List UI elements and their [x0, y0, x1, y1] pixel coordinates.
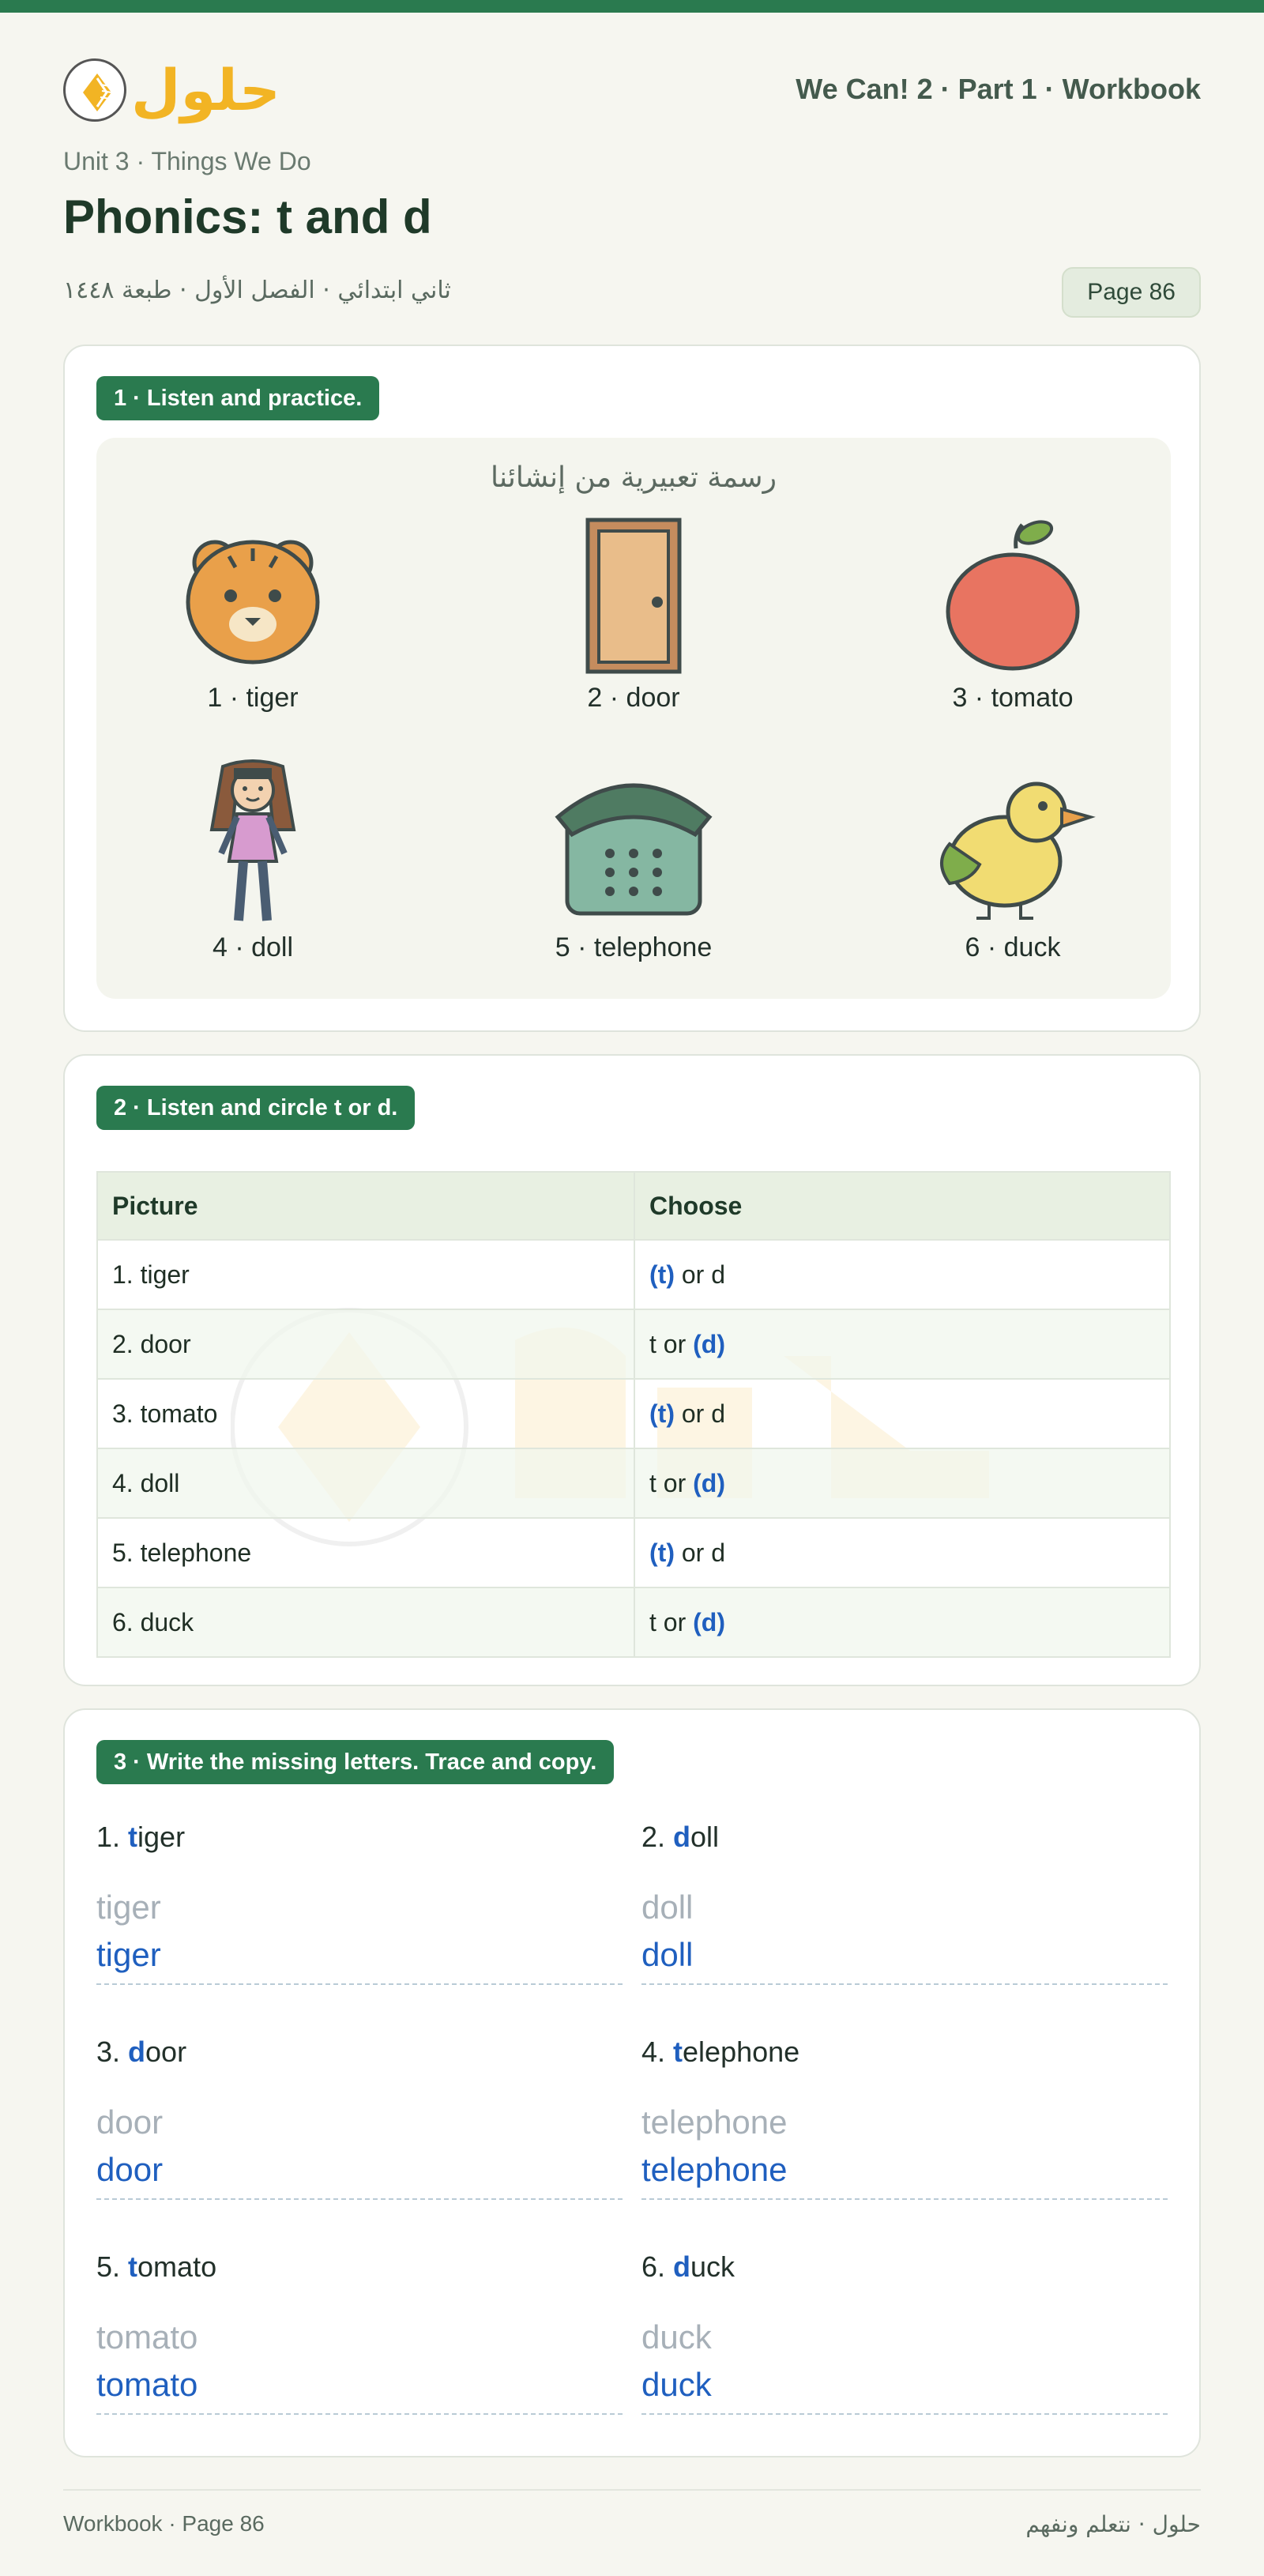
word-prompt [96, 2250, 623, 2290]
picture-label: 3 · tomato [952, 683, 1074, 713]
choice-after: or d [674, 1399, 725, 1428]
choice-after: or d [674, 1538, 725, 1567]
picture-label: 5 · telephone [555, 932, 713, 962]
table-row [97, 1379, 1170, 1448]
missing-letter: d [673, 2250, 691, 2283]
word-rest: uck [690, 2250, 735, 2283]
picture-card-tiger [134, 517, 371, 714]
letter-choice [634, 1587, 1170, 1657]
picture-card-tomato [894, 517, 1131, 714]
missing-letter: t [128, 1821, 138, 1853]
choice-before: t or [649, 1329, 694, 1358]
table-row [97, 1240, 1170, 1309]
copy-word-field[interactable]: tiger [96, 1936, 161, 1973]
table-header-row [97, 1172, 1170, 1240]
page-title: Phonics: t and d [63, 190, 432, 243]
unit-label: Unit 3 · Things We Do [63, 147, 311, 175]
writing-line [641, 2413, 1168, 2415]
item-number: 1. [96, 1821, 129, 1853]
picture-word: 3. tomato [97, 1379, 634, 1448]
picture-card-telephone [515, 766, 752, 963]
word-prompt [641, 2036, 1168, 2075]
page-badge: Page 86 [1062, 267, 1201, 318]
duck-icon [926, 766, 1100, 925]
word-prompt [641, 2250, 1168, 2290]
trace-word: tomato [96, 2318, 198, 2356]
item-number: 2. [641, 1821, 674, 1853]
circled-letter: (t) [649, 1260, 675, 1289]
circled-letter: (d) [693, 1607, 725, 1636]
circled-letter: (d) [693, 1329, 725, 1358]
item-number: 4. [641, 2036, 674, 2068]
word-prompt [641, 1821, 1168, 1860]
tiger-icon [174, 517, 332, 675]
picture-word: 4. doll [97, 1448, 634, 1518]
table-row [97, 1309, 1170, 1379]
section-listen-practice [63, 345, 1201, 1032]
missing-letter: t [673, 2036, 683, 2068]
section-write-letters [63, 1708, 1201, 2457]
column-header-choose: Choose [634, 1172, 1170, 1240]
write-item [96, 2250, 623, 2415]
picture-label: 4 · doll [212, 932, 294, 962]
writing-line [96, 2198, 623, 2200]
trace-word: doll [641, 1889, 694, 1926]
circled-letter: (t) [649, 1399, 675, 1428]
picture-word: 5. telephone [97, 1518, 634, 1587]
writing-line [96, 1983, 623, 1985]
section-3-tag: 3 · Write the missing letters. Trace and copy. [96, 1740, 614, 1784]
copy-word-field[interactable]: telephone [641, 2151, 788, 2188]
write-item [641, 2036, 1168, 2200]
word-rest: oor [145, 2036, 187, 2068]
telephone-icon [555, 766, 713, 925]
picture-label: 1 · tiger [207, 683, 299, 713]
picture-label: 6 · duck [965, 932, 1061, 962]
choice-before: t or [649, 1468, 694, 1497]
copy-word-field[interactable]: duck [641, 2366, 712, 2403]
logo [63, 51, 280, 130]
circled-letter: (d) [693, 1468, 725, 1497]
trace-word: duck [641, 2318, 712, 2356]
writing-line [641, 1983, 1168, 1985]
word-prompt [96, 2036, 623, 2075]
copy-word-field[interactable]: door [96, 2151, 164, 2188]
section-circle-letter [63, 1054, 1201, 1686]
write-item [641, 1821, 1168, 1985]
footer-divider [63, 2489, 1201, 2491]
top-accent-bar [0, 0, 1264, 13]
section-1-tag: 1 · Listen and practice. [96, 376, 379, 420]
missing-letter: d [673, 1821, 691, 1853]
missing-letter: t [128, 2250, 138, 2283]
item-number: 3. [96, 2036, 129, 2068]
trace-word: tiger [96, 1889, 161, 1926]
letter-choice [634, 1309, 1170, 1379]
circled-letter: (t) [649, 1538, 675, 1567]
tomato-icon [934, 517, 1092, 675]
item-number: 5. [96, 2250, 129, 2283]
picture-word: 6. duck [97, 1587, 634, 1657]
letter-choice [634, 1240, 1170, 1309]
picture-card-doll [134, 759, 371, 963]
word-rest: oll [690, 1821, 720, 1853]
write-item [641, 2250, 1168, 2415]
table-row [97, 1448, 1170, 1518]
write-item [96, 1821, 623, 1985]
door-icon [555, 517, 713, 675]
word-rest: elephone [683, 2036, 800, 2068]
item-number: 6. [641, 2250, 674, 2283]
table-row [97, 1587, 1170, 1657]
table-row [97, 1518, 1170, 1587]
section-2-tag: 2 · Listen and circle t or d. [96, 1086, 415, 1130]
writing-line [641, 2198, 1168, 2200]
illustration-note: رسمة تعبيرية من إنشائنا [491, 461, 777, 494]
missing-letter: d [128, 2036, 146, 2068]
word-rest: omato [137, 2250, 217, 2283]
letter-choice [634, 1518, 1170, 1587]
picture-card-duck [894, 766, 1131, 963]
picture-gallery [96, 438, 1171, 999]
book-logo-icon [63, 58, 126, 122]
logo-wordmark: حلول [131, 57, 280, 123]
picture-card-door [515, 517, 752, 714]
footer-brand: حلول · نتعلم ونفهم [1025, 2511, 1201, 2537]
writing-line [96, 2413, 623, 2415]
choice-after: or d [674, 1260, 725, 1289]
picture-word: 1. tiger [97, 1240, 634, 1309]
word-prompt [96, 1821, 623, 1860]
grade-meta: ثاني ابتدائي · الفصل الأول · طبعة ١٤٤٨ [63, 277, 451, 304]
footer-page-label: Workbook · Page 86 [63, 2511, 265, 2536]
choice-before: t or [649, 1607, 694, 1636]
letter-choice [634, 1448, 1170, 1518]
copy-word-field[interactable]: tomato [96, 2366, 198, 2403]
copy-word-field[interactable]: doll [641, 1936, 694, 1973]
circle-answers-table [96, 1171, 1171, 1658]
word-rest: iger [137, 1821, 186, 1853]
letter-choice [634, 1379, 1170, 1448]
doll-icon [174, 759, 332, 925]
trace-word: door [96, 2103, 164, 2141]
write-item [96, 2036, 623, 2200]
column-header-picture: Picture [97, 1172, 634, 1240]
trace-word: telephone [641, 2103, 788, 2141]
book-title: We Can! 2 · Part 1 · Workbook [796, 73, 1201, 105]
picture-word: 2. door [97, 1309, 634, 1379]
picture-label: 2 · door [587, 683, 680, 713]
